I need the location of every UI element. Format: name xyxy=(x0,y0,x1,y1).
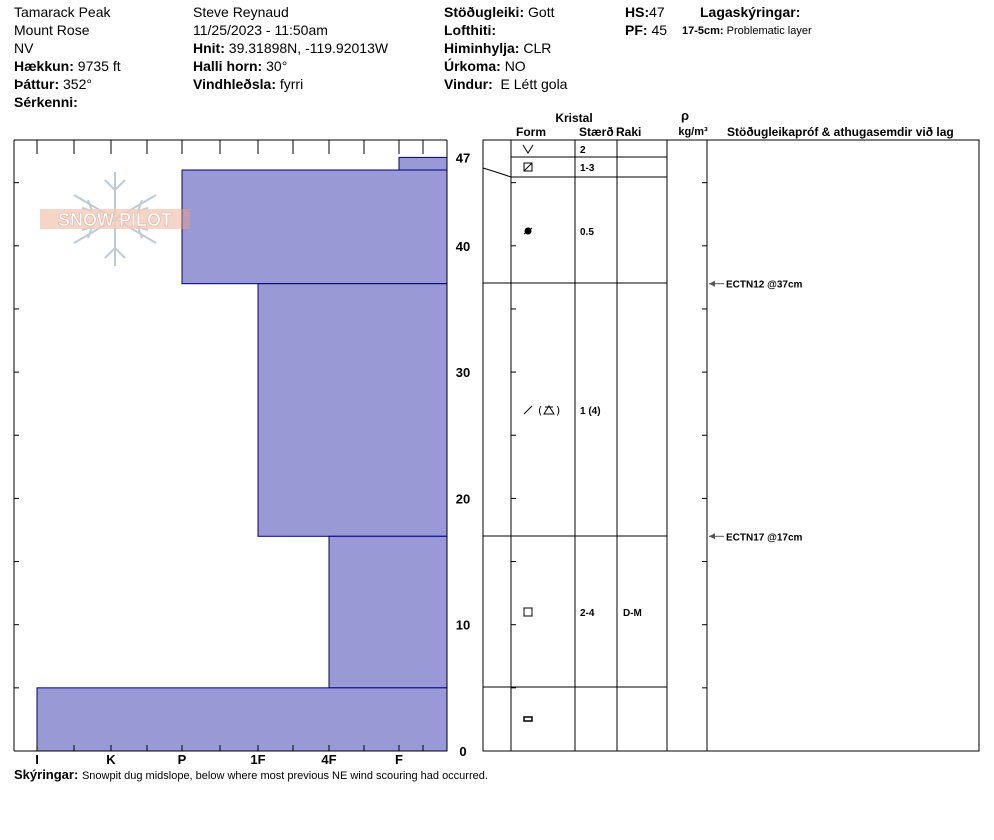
paren-close: ) xyxy=(556,404,561,417)
precip-label: Úrkoma: xyxy=(444,58,501,74)
elevation-label: Hækkun: xyxy=(14,58,74,74)
paren-open: ( xyxy=(538,404,543,417)
header-density-unit: kg/m³ xyxy=(678,126,708,138)
header-size: Stærð xyxy=(579,125,614,139)
hardness-tick-label: P xyxy=(177,752,187,767)
snowpilot-logo xyxy=(40,172,190,266)
hardness-tick-label: 1F xyxy=(250,752,266,767)
hs-label: HS: xyxy=(625,4,650,20)
stability-label: Stöðugleiki: xyxy=(444,4,525,20)
coords-label: Hnit: xyxy=(193,40,225,56)
hardness-tick-label: F xyxy=(395,752,403,767)
square-mark xyxy=(524,608,532,616)
hardness-bar-1 xyxy=(182,170,447,284)
wind-loading-value: fyrri xyxy=(279,76,304,92)
coords-value: 39.31898N, -119.92013W xyxy=(228,40,389,56)
observation-datetime: 11/25/2023 - 11:50am xyxy=(193,22,328,38)
features-label: Sérkenni: xyxy=(14,94,78,110)
sky-value: CLR xyxy=(523,40,552,56)
table-frame xyxy=(483,140,979,751)
slope-label: Halli horn: xyxy=(193,58,263,74)
slash-mark xyxy=(524,406,532,414)
observer-name: Steve Reynaud xyxy=(193,4,289,20)
state-name: NV xyxy=(14,40,34,56)
area-name: Mount Rose xyxy=(14,22,90,38)
layer-notes-label: Lagaskýringar: xyxy=(700,4,801,20)
hardness-tick-label: 4F xyxy=(321,752,337,767)
wind-value: E Létt gola xyxy=(500,76,568,92)
location-name: Tamarack Peak xyxy=(14,4,111,20)
crystal-form-slash-paren-icon xyxy=(524,404,560,417)
crystal-size: 1 (4) xyxy=(580,406,601,417)
pf-value: 45 xyxy=(651,22,668,38)
crystal-form-box-slash-icon xyxy=(524,163,532,171)
depth-tick-label: 20 xyxy=(455,491,471,507)
pf-label: PF: xyxy=(625,22,648,38)
aspect-label: Þáttur: xyxy=(14,76,60,92)
header-moisture: Raki xyxy=(616,125,642,139)
slash-mark xyxy=(524,163,532,171)
crystal-size: 2 xyxy=(580,145,586,156)
crystal-size: 2-4 xyxy=(580,608,595,619)
aspect-value: 352° xyxy=(63,76,92,92)
depth-tick-label: 0 xyxy=(459,744,467,759)
hardness-tick-label: K xyxy=(106,752,116,767)
depth-tick-label: 47 xyxy=(455,150,471,166)
rect-mark xyxy=(524,717,532,721)
snowpilot-logo-text: SNOW PILOT xyxy=(58,210,172,230)
elevation-value: 9735 ft xyxy=(77,58,121,74)
air-temp-label: Lofthiti: xyxy=(444,22,497,38)
depth-tick-label: 40 xyxy=(455,238,471,254)
footer-notes-text: Snowpit dug midslope, below where most previous NE wind scouring had occurred. xyxy=(81,770,488,782)
header-form: Form xyxy=(516,125,546,139)
crystal-size: 0.5 xyxy=(580,227,594,238)
test-arrow-head-1 xyxy=(709,533,715,539)
v-mark xyxy=(523,145,533,153)
stability-value: Gott xyxy=(528,4,555,20)
header-crystal: Kristal xyxy=(555,111,593,125)
crystal-form-rect-icon xyxy=(524,717,532,721)
crystal-moisture: D-M xyxy=(623,608,642,619)
layer-note-depth: 17-5cm: xyxy=(682,25,724,37)
stability-test-label: ECTN12 @37cm xyxy=(726,279,803,291)
header-density-symbol: ρ xyxy=(680,108,690,123)
depth-tick-label: 10 xyxy=(455,617,471,633)
hardness-bar-2 xyxy=(258,284,447,537)
crystal-size: 1-3 xyxy=(580,163,595,174)
hardness-tick-label: I xyxy=(35,752,39,767)
slope-value: 30° xyxy=(266,58,288,74)
depth-tick-label: 30 xyxy=(455,365,471,381)
hardness-profile xyxy=(37,157,447,751)
crystal-table xyxy=(483,108,979,751)
wind-loading-label: Vindhleðsla: xyxy=(193,76,276,92)
test-arrow-head-0 xyxy=(709,281,715,287)
layer-note-text: Problematic layer xyxy=(726,25,812,37)
hs-value: 47 xyxy=(649,4,665,20)
sky-label: Himinhylja: xyxy=(444,40,520,56)
hardness-bar-3 xyxy=(329,536,447,688)
wind-label: Vindur: xyxy=(444,76,493,92)
crystal-form-v-icon xyxy=(523,145,533,153)
hardness-bar-4 xyxy=(37,688,447,751)
crystal-form-dot-icon xyxy=(524,228,532,235)
header-tests: Stöðugleikapróf & athugasemdir við lag xyxy=(727,125,954,139)
stability-test-label: ECTN17 @17cm xyxy=(726,532,803,544)
precip-value: NO xyxy=(504,58,526,74)
hardness-bar-0 xyxy=(399,157,447,170)
footer-notes-label: Skýringar: xyxy=(14,767,79,782)
profile-boundary-top xyxy=(483,168,511,177)
crystal-form-square-icon xyxy=(524,608,532,616)
